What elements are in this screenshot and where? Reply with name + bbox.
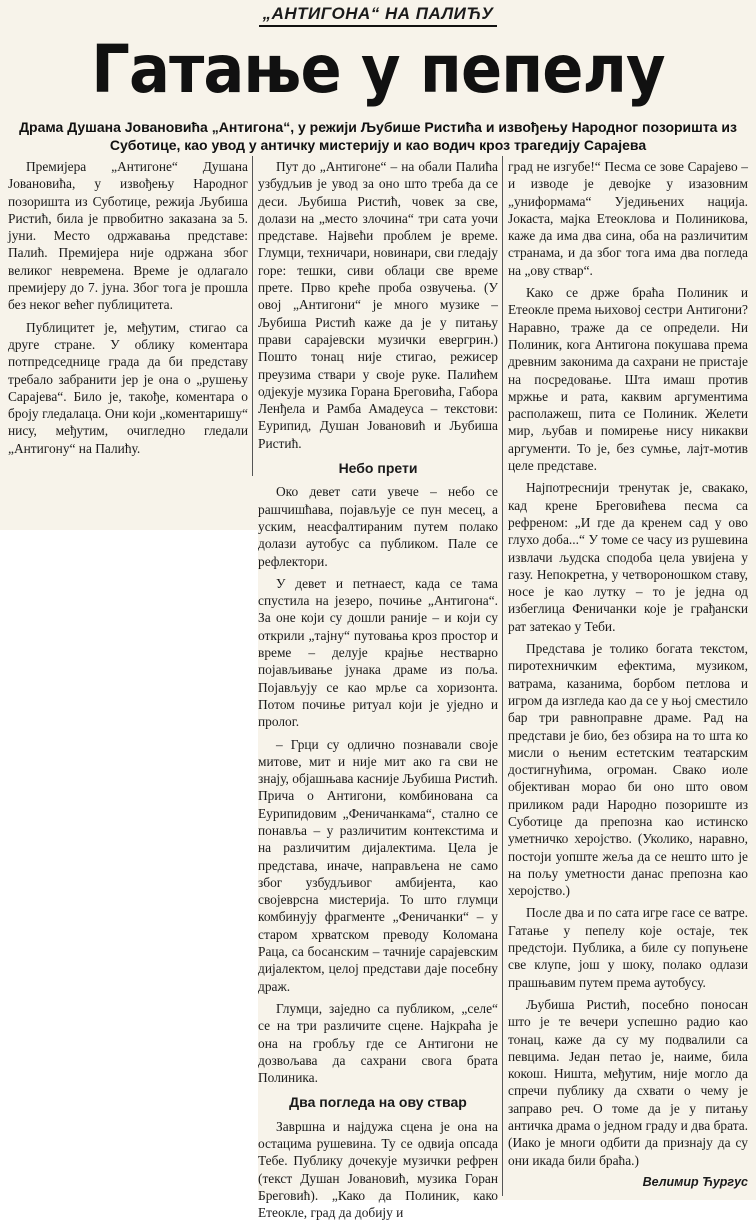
subheading: Небо прети [338,460,418,477]
paragraph: Најпотреснији тренутак је, свакако, кад крене Бреговићева песма са рефреном: „И где да кренем сад у ово глухо доба...“ У томе се часу из рушевина извлачи људска сподоба цела увијена у газу. Непокретна, у четвороношком ставу, носе је као лутку – то је једна од избеглица Феничанки које је грађански рат затекао у Теби. [508,480,748,634]
paragraph: – Грци су одлично познавали своје митове, мит и није мит ако га сви не знају, објашњава касније Љубиша Ристић. Прича о Антигони, комбинована са Еурипидовим „Феничанкама“, стално се понавља – у различитим контекстима и на различитим дијалектима. Цела је представа, иначе, направљена не само због узбудљивог амбијента, као својеврсна мистерија. То што глумци комбинују фрагменте „Феничанки“ – у старом хрватском преводу Коломана Раца, са босанским – тачније сарајевским дијалектом, целој представи даје посебну драж. [258,736,498,994]
kicker-text: „АНТИГОНА“ НА ПАЛИЋУ [259,4,498,27]
column-2 [258,158,498,1227]
column-1 [8,158,248,462]
column-rule [252,156,253,476]
article-deck: Драма Душана Јовановића „Антигона“, у режији Љубише Ристића и извођењу Народног позоришта из Суботице, као увод у античку мистерију и као водич кроз трагедију Сарајева [19,119,737,153]
paragraph: Љубиша Ристић, посебно поносан што је те вечери успешно радио као тонац, каже да су му подвалили са певцима. Један петао је, наиме, била кокош. Ништа, међутим, није могло да спречи публику да схвати о чему је заправо реч. О томе да је у питању античка драма о једном граду и два брата. (Иако је многи одбити да признају да су они икада били браћа.) [508,996,748,1168]
paragraph: Представа је толико богата текстом, пиротехничким ефектима, музиком, ватрама, казанима, борбом петлова и игром да изгледа као да се у њој сместило бар три равноправне драме. Рад на представи је био, без обзира на то шта ко мисли о њеним естетским театарским достигнућима, огроман. Свако иоле објективан морао би оно што овом приликом ради Народно позориште из Суботице да препозна као истинско уметничко херојство. (Уколико, наравно, постоји уопште жеља да се нешто што је на пољу уметности данас препозна као херојство.) [508,641,748,899]
column-3 [508,158,748,1191]
paragraph: У девет и петнаест, када се тама спустила на језеро, почиње „Антигона“. За оне који су дошли раније – и који су открили „тајну“ путовања кроз простор и време – делује крајње нестварно појављивање јунака драме из поља. Појављују се као мрље са хоризонта. Потом почиње ритуал који је уједно и пролог. [258,575,498,730]
paragraph: Како се држе браћа Полиник и Етеокле према њиховој сестри Антигони? Наравно, траже да се определи. Ни Полиник, кога Антигона покушава према древним законима да сахрани не пристаје на посредовање. Шта имаш против мржње и рата, каквим аргументима располажеш, пита се Полиник. Желети мир, љубав и помирење нису никакви аргументи. То је, без сумње, лајт-мотив целе представе. [508,285,748,474]
paragraph: град не изгубе!“ Песма се зове Сарајево – и изводе је девојке у изазовним „униформама“ Уједињених нација. Јокаста, мајка Етеоклова и Полиникова, каже да има два сина, оба на различитим странама, и да због тога има два погледа на „ову ствар“. [508,159,748,278]
byline: Велимир Ћургус [642,1174,748,1189]
paragraph: Завршна и најдужа сцена је она на остацима рушевина. Ту се одвија опсада Тебе. Публику дочекује музички рефрен (текст Душан Јовановић, музика Горан Бреговић). „Како да Полиник, како Етеокле, град да добију и [258,1118,498,1221]
paragraph: Премијера „Антигоне“ Душана Јовановића, у извођењу Народног позоришта из Суботице, режија Љубиша Ристић, била је првобитно заказана за 5. јуни. Место одржавања представе: Палић. Премијера није одржана због великог невремена. Време је одлагало премијеру до 7. јуна. Због тога је прошла без неког већег публицитета. [8,159,248,313]
clipping-cut-edge [0,530,258,1200]
paragraph: После два и по сата игре гасе се ватре. Гатање у пепелу које остаје, тек предстоји. Публика, а биле су попуњене све клупе, још у шоку, полако одлази прашњавим путем према аутобусу. [508,905,748,990]
article-kicker [0,4,756,27]
column-rule [502,156,503,1196]
paragraph: Глумци, заједно са публиком, „селе“ се на три различите сцене. Најкраћа је она на гробљу где се Антигони не дозвољава да сахрани свога брата Полиника. [258,1000,498,1086]
subheading: Два погледа на ову ствар [289,1094,467,1111]
paragraph: Публицитет је, међутим, стигао са друге стране. У облику коментара потпредседнице града да би представу требало забранити јер је она о „рушењу Сарајева“. Било је, такође, коментара о броју гледалаца. Они који „коментаришу“ нису, међутим, очигледно гледали „Антигону“ на Палићу. [8,319,248,456]
paragraph: Пут до „Антигоне“ – на обали Палића узбудљив је увод за оно што треба да се деси. Љубиша Ристић, човек за све, долази на „место злочина“ три сата уочи представе. Највећи проблем је време. Глумци, техничари, новинари, сви гледају горе: тешки, сиви облаци све време прете. Прво креће проба озвучења. (У овој „Антигони“ је много музике – Љубиша Ристић каже да је у питању прави сарајевски музички евергрин.) Пошто тонац није стигао, режисер преузима ствари у своје руке. Палићем одјекује музика Горана Бреговића, Габора Ленђела и Рамба Амадеуса – текстови: Еурипид, Душан Јовановић и Љубиша Ристић. [258,159,498,451]
paragraph: Око девет сати увече – небо се рашчишћава, појављује се пун месец, а уским, неасфалтираним путем полако долази аутобус са публиком. Пале се рефлектори. [258,484,498,569]
article-headline: Гатање у пепелу [91,31,665,108]
